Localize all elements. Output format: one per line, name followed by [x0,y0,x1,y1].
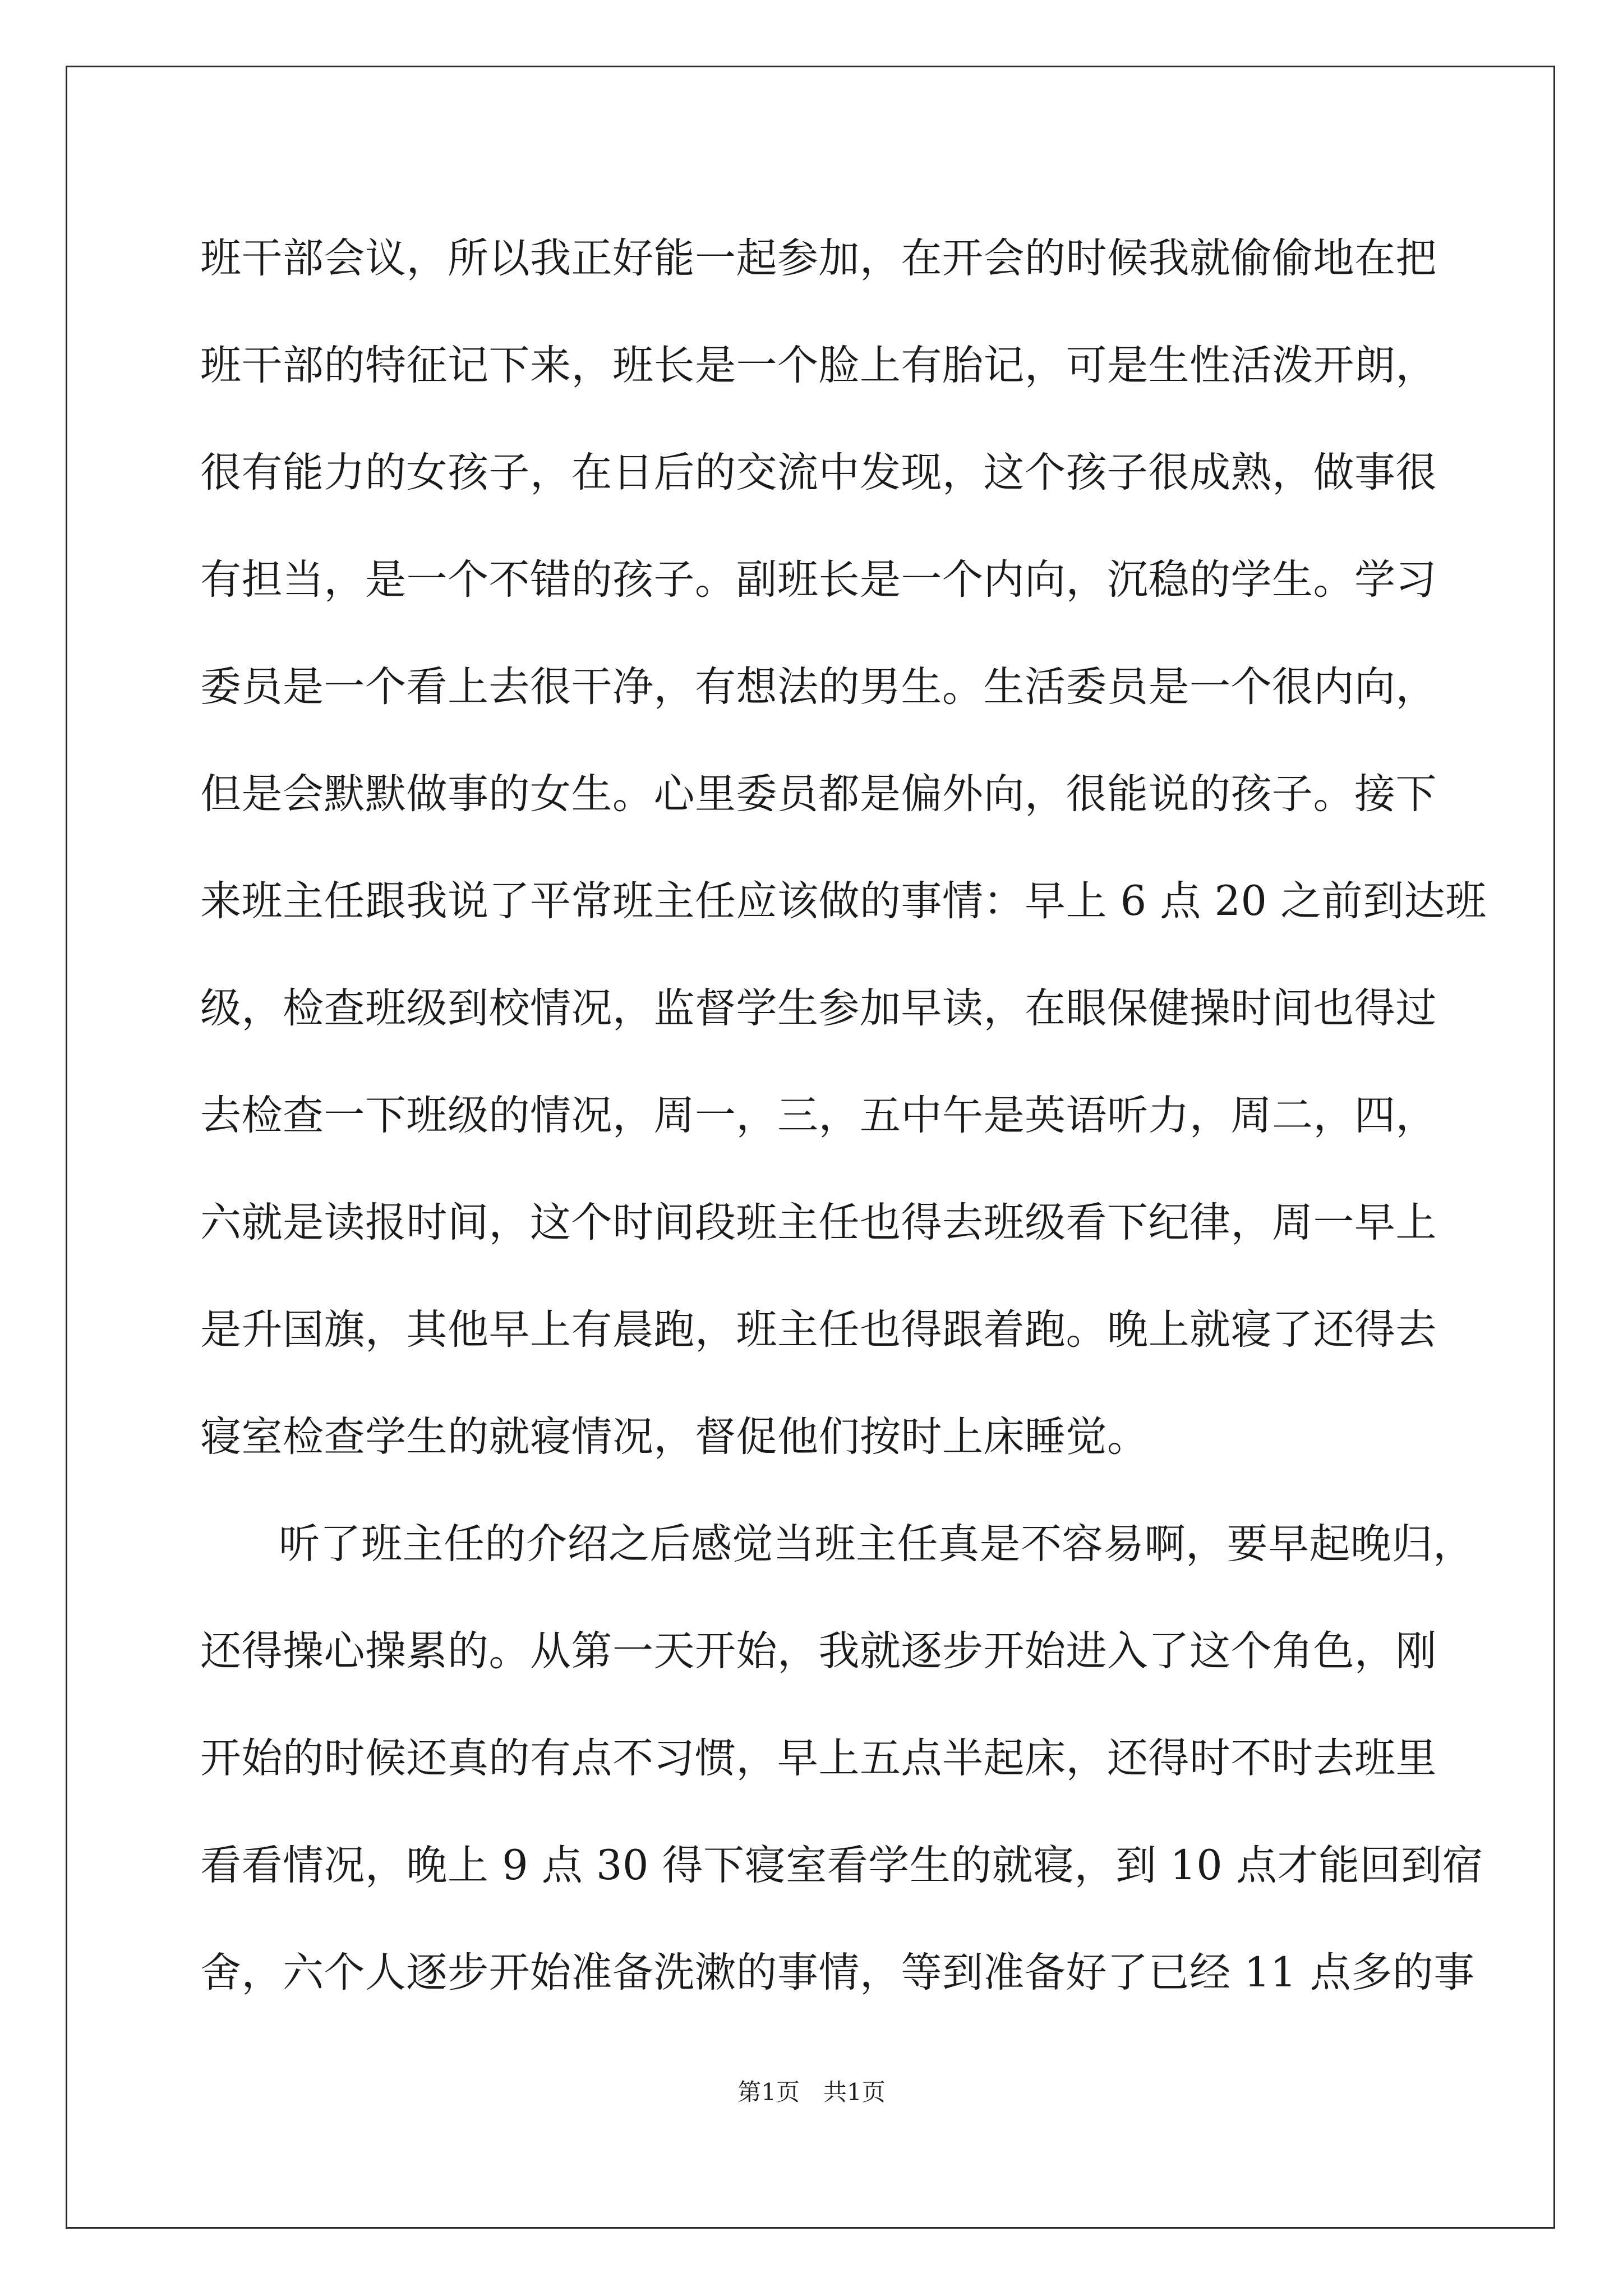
text-line: 委员是一个看上去很干净，有想法的男生。生活委员是一个很内向， [200,663,1437,711]
page-number-footer: 第1页 共1页 [737,2078,886,2106]
paragraph-first-line: 听了班主任的介绍之后感觉当班主任真是不容易啊，要早起晚归， [279,1520,1474,1568]
text-line: 级，检查班级到校情况，监督学生参加早读，在眼保健操时间也得过 [200,984,1437,1032]
text-line: 舍，六个人逐步开始准备洗漱的事情，等到准备好了已经 11 点多的事 [200,1949,1475,1996]
text-line: 很有能力的女孩子，在日后的交流中发现，这个孩子很成熟，做事很 [200,449,1437,496]
text-line: 来班主任跟我说了平常班主任应该做的事情：早上 6 点 20 之前到达班 [200,877,1487,925]
text-line: 班干部的特征记下来，班长是一个脸上有胎记，可是生性活泼开朗， [200,342,1437,389]
text-line: 还得操心操累的。从第一天开始，我就逐步开始进入了这个角色，刚 [200,1627,1437,1675]
text-line: 有担当，是一个不错的孩子。副班长是一个内向，沉稳的学生。学习 [200,556,1437,604]
text-line: 看看情况，晚上 9 点 30 得下寝室看学生的就寝，到 10 点才能回到宿 [200,1842,1483,1889]
text-line: 班干部会议，所以我正好能一起参加，在开会的时候我就偷偷地在把 [200,234,1437,282]
text-line: 是升国旗，其他早上有晨跑，班主任也得跟着跑。晚上就寝了还得去 [200,1306,1437,1354]
text-line: 去检查一下班级的情况，周一，三，五中午是英语听力，周二，四， [200,1092,1437,1139]
text-line: 但是会默默做事的女生。心里委员都是偏外向，很能说的孩子。接下 [200,770,1437,818]
document-body [200,205,1487,2026]
text-line: 开始的时候还真的有点不习惯，早上五点半起床，还得时不时去班里 [200,1734,1437,1782]
text-line: 六就是读报时间，这个时间段班主任也得去班级看下纪律，周一早上 [200,1199,1437,1246]
text-line: 寝室检查学生的就寝情况，督促他们按时上床睡觉。 [200,1413,1149,1461]
